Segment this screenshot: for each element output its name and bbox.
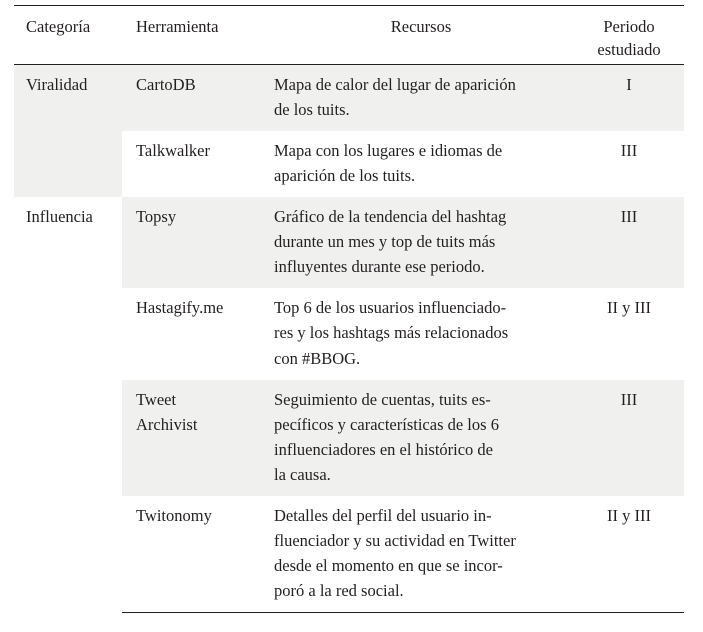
cell-herramienta — [122, 380, 268, 496]
categoria-text: Viralidad — [26, 74, 88, 94]
cell-categoria-influencia — [14, 197, 122, 613]
recursos-line-3: influyentes durante ese periodo. — [274, 257, 485, 277]
recursos-line-3: con #BBOG. — [274, 348, 361, 368]
periodo-text: III — [620, 389, 638, 409]
recursos-line-1: Mapa con los lugares e idiomas de — [274, 141, 503, 160]
cell-herramienta — [122, 197, 268, 288]
recursos-line-1: Mapa de calor del lugar de aparición — [274, 74, 516, 94]
cell-periodo — [574, 64, 684, 131]
header-recursos-text: Recursos — [390, 17, 452, 36]
recursos-line-2: pecíficos y características de los 6 — [274, 414, 499, 434]
cell-herramienta — [122, 64, 268, 131]
recursos-line-1: Detalles del perfil del usuario in- — [274, 505, 492, 525]
periodo-text: II y III — [607, 505, 651, 525]
cell-periodo — [574, 380, 684, 496]
cell-periodo — [574, 496, 684, 613]
recursos-line-4: la causa. — [274, 464, 331, 484]
tools-resources-table — [14, 5, 684, 613]
recursos-line-2: aparición de los tuits. — [274, 166, 416, 186]
cell-periodo — [574, 197, 684, 288]
header-herramienta-text: Herramienta — [136, 17, 219, 36]
herramienta-line-2: Archivist — [136, 414, 198, 434]
herramienta-line-1: Talkwalker — [136, 141, 210, 160]
recursos-line-1: Top 6 de los usuarios influenciado- — [274, 298, 507, 318]
herramienta-line-1: Twitonomy — [136, 505, 212, 525]
cell-recursos — [268, 496, 574, 613]
herramienta-line-1: Tweet — [136, 389, 177, 409]
cell-recursos — [268, 64, 574, 131]
cell-recursos — [268, 380, 574, 496]
header-row — [14, 6, 684, 65]
table-row — [14, 64, 684, 131]
column-header-categoria — [14, 6, 122, 65]
herramienta-line-1: Topsy — [136, 207, 177, 227]
cell-categoria-viralidad — [14, 64, 122, 197]
column-header-herramienta — [122, 6, 268, 65]
table-row — [14, 197, 684, 288]
cell-periodo — [574, 288, 684, 379]
column-header-periodo-estudiado — [574, 6, 684, 65]
herramienta-line-1: Hastagify.me — [136, 298, 224, 318]
categoria-text: Influencia — [26, 207, 93, 227]
periodo-text: III — [620, 207, 638, 227]
recursos-line-4: poró a la red social. — [274, 581, 404, 601]
cell-recursos — [268, 131, 574, 197]
recursos-line-2: durante un mes y top de tuits más — [274, 232, 496, 252]
recursos-line-2: de los tuits. — [274, 99, 350, 119]
periodo-text: III — [620, 141, 638, 160]
cell-recursos — [268, 197, 574, 288]
recursos-line-1: Seguimiento de cuentas, tuits es- — [274, 389, 491, 409]
periodo-text: II y III — [607, 298, 651, 318]
cell-recursos — [268, 288, 574, 379]
header-periodo-line1: Periodo — [603, 17, 655, 36]
cell-herramienta — [122, 496, 268, 613]
header-periodo-line2: estudiado — [597, 40, 661, 60]
recursos-line-3: influenciadores en el histórico de — [274, 439, 494, 459]
recursos-line-3: desde el momento en que se incor- — [274, 556, 503, 576]
table-body — [14, 64, 684, 612]
cell-herramienta — [122, 288, 268, 379]
recursos-line-2: fluenciador y su actividad en Twitter — [274, 531, 516, 551]
cell-herramienta — [122, 131, 268, 197]
recursos-line-2: res y los hashtags más relacionados — [274, 323, 509, 343]
recursos-line-1: Gráfico de la tendencia del hashtag — [274, 207, 507, 227]
header-categoria-text: Categoría — [26, 17, 91, 36]
cell-periodo — [574, 131, 684, 197]
periodo-text: I — [626, 74, 632, 94]
column-header-recursos — [268, 6, 574, 65]
table-header — [14, 6, 684, 65]
herramienta-line-1: CartoDB — [136, 74, 196, 94]
